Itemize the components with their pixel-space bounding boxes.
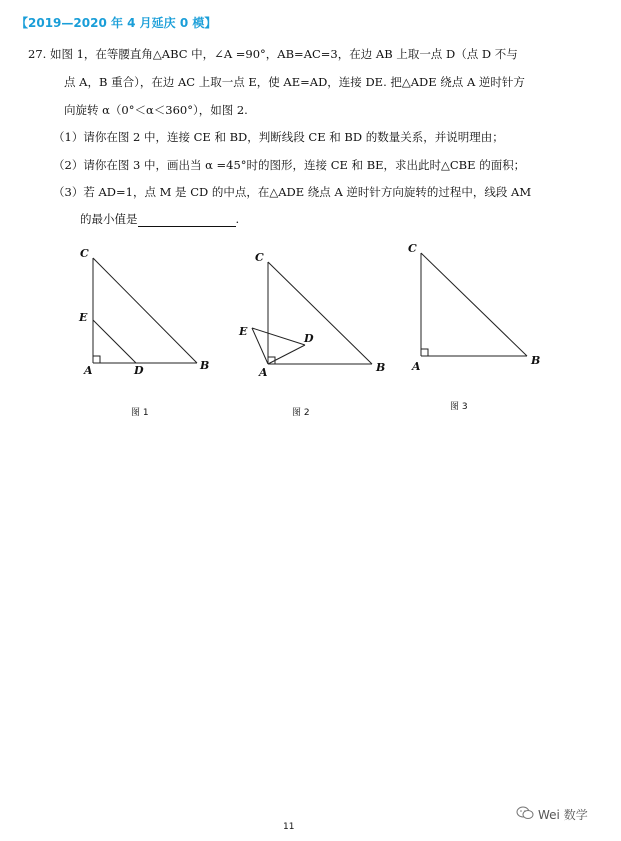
fig1-label-a: A — [84, 364, 93, 377]
figure-3 — [421, 253, 527, 356]
question-1: （1）请你在图 2 中，连接 CE 和 BD，判断线段 CE 和 BD 的数量关系，并说明理由； — [53, 130, 504, 144]
fig3-label-b: B — [531, 354, 541, 367]
fig3-right-angle-mark — [421, 349, 428, 356]
fig3-caption: 图 3 — [450, 402, 468, 412]
fig3-label-a: A — [412, 360, 421, 373]
problem-line-1: 27. 如图 1，在等腰直角△ABC 中，∠A =90°，AB=AC=3，在边 AB 上取一点 D（点 D 不与 — [28, 47, 518, 61]
fig1-right-angle-mark — [93, 356, 100, 363]
page-number: 11 — [283, 822, 295, 832]
question-3-period: . — [235, 212, 240, 226]
fig2-label-b: B — [376, 361, 386, 374]
watermark — [516, 806, 588, 823]
fig2-label-e: E — [239, 325, 248, 338]
fig1-label-b: B — [200, 359, 210, 372]
fig3-side-bc — [421, 253, 527, 356]
wechat-icon — [516, 806, 534, 823]
fig1-side-bc — [93, 258, 197, 363]
question-2: （2）请你在图 3 中，画出当 α =45°时的图形，连接 CE 和 BE，求出此时△CBE 的面积； — [53, 158, 526, 172]
problem-line-3: 向旋转 α（0°＜α＜360°），如图 2. — [64, 103, 248, 117]
fig1-segment-de — [93, 320, 136, 363]
fig2-side-bc — [268, 262, 372, 364]
fig2-segment-ad — [268, 345, 305, 364]
fig2-segment-ed — [252, 328, 305, 345]
fig1-label-c: C — [80, 247, 89, 260]
fig1-caption: 图 1 — [131, 408, 149, 418]
fig2-segment-ae — [252, 328, 268, 364]
question-3-text: 的最小值是 — [80, 212, 138, 226]
fig1-label-e: E — [79, 311, 88, 324]
fig2-label-d: D — [304, 332, 314, 345]
figure-1 — [93, 258, 197, 363]
figure-2 — [252, 262, 372, 364]
question-3: （3）若 AD=1，点 M 是 CD 的中点，在△ADE 绕点 A 逆时针方向旋转的过程中，线段 AM — [53, 185, 532, 199]
fig2-caption: 图 2 — [292, 408, 310, 418]
fig2-label-a: A — [259, 366, 268, 379]
problem-line-2: 点 A，B 重合），在边 AC 上取一点 E，使 AE=AD，连接 DE. 把△ADE 绕点 A 逆时针方 — [64, 75, 525, 89]
fig2-label-c: C — [255, 251, 264, 264]
fig3-label-c: C — [408, 242, 417, 255]
source-header: 【2019—2020 年 4 月延庆 0 模】 — [16, 16, 217, 30]
watermark-text: Wei 数学 — [538, 808, 588, 822]
fig1-label-d: D — [134, 364, 144, 377]
